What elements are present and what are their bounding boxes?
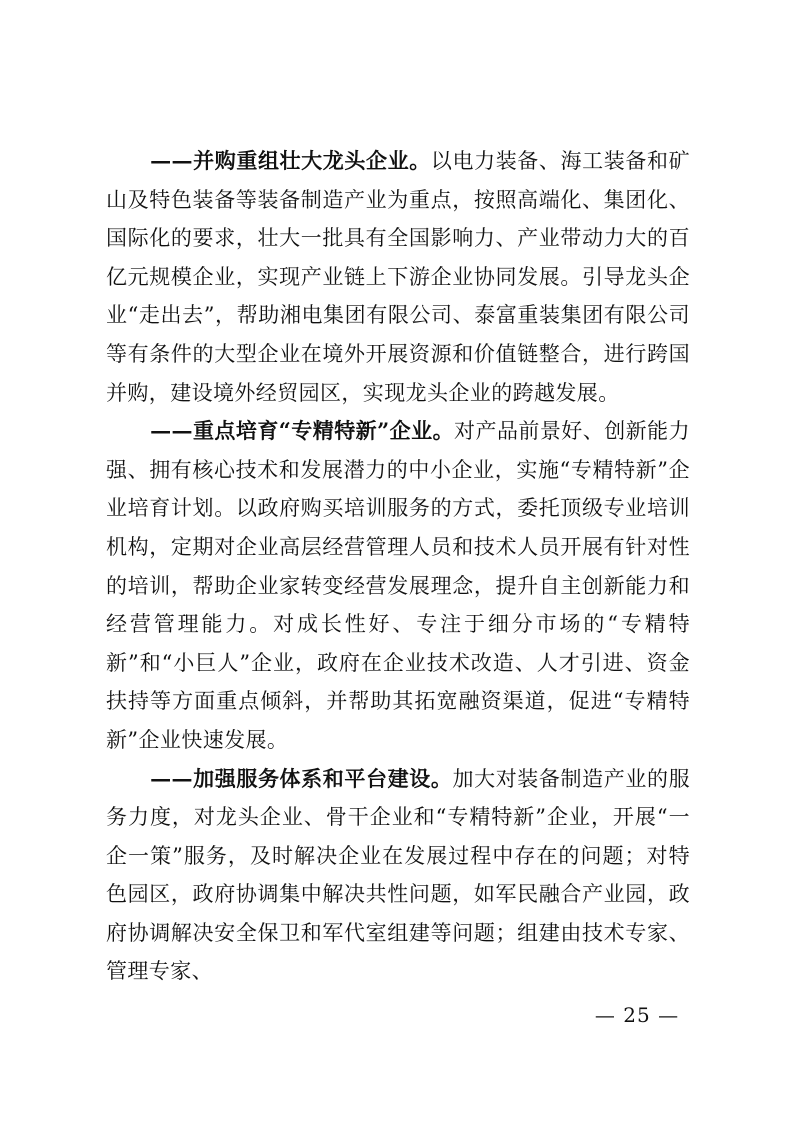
paragraph-text: 对产品前景好、创新能力强、拥有核心技术和发展潜力的中小企业，实施“专精特新”企业培育计划。以政府购买培训服务的方式，委托顶级专业培训机构，定期对企业高层经营管理人员和技术人员开展有针对性的培训，帮助企业家转变经营发展理念，提升自主创新能力和经营管理能力。对成长性好、专注于细分市场的“专精特新”和“小巨人”企业，政府在企业技术改造、人才引进、资金扶持等方面重点倾斜，并帮助其拓宽融资渠道，促进“专精特新”企业快速发展。: [106, 419, 690, 752]
page-number: — 25 —: [594, 1003, 680, 1027]
document-body: [106, 142, 690, 991]
paragraph-heading: ——加强服务体系和平台建设。: [150, 765, 453, 791]
paragraph-service-platform: [106, 760, 690, 992]
paragraph-heading: ——重点培育“专精特新”企业。: [150, 418, 455, 444]
paragraph-specialized-enterprises: [106, 412, 690, 759]
paragraph-text: 加大对装备制造产业的服务力度，对龙头企业、骨干企业和“专精特新”企业，开展“一企一策”服务，及时解决企业在发展过程中存在的问题；对特色园区，政府协调集中解决共性问题，如军民融合产业园，政府协调解决安全保卫和军代室组建等问题；组建由技术专家、管理专家、: [106, 766, 690, 984]
paragraph-heading: ——并购重组壮大龙头企业。: [150, 148, 431, 173]
paragraph-text: 以电力装备、海工装备和矿山及特色装备等装备制造产业为重点，按照高端化、集团化、国际化的要求，壮大一批具有全国影响力、产业带动力大的百亿元规模企业，实现产业链上下游企业协同发展。引导龙头企业“走出去”，帮助湘电集团有限公司、泰富重装集团有限公司等有条件的大型企业在境外开展资源和价值链整合，进行跨国并购，建设境外经贸园区，实现龙头企业的跨越发展。: [106, 149, 690, 405]
paragraph-merger-restructuring: [106, 142, 690, 412]
